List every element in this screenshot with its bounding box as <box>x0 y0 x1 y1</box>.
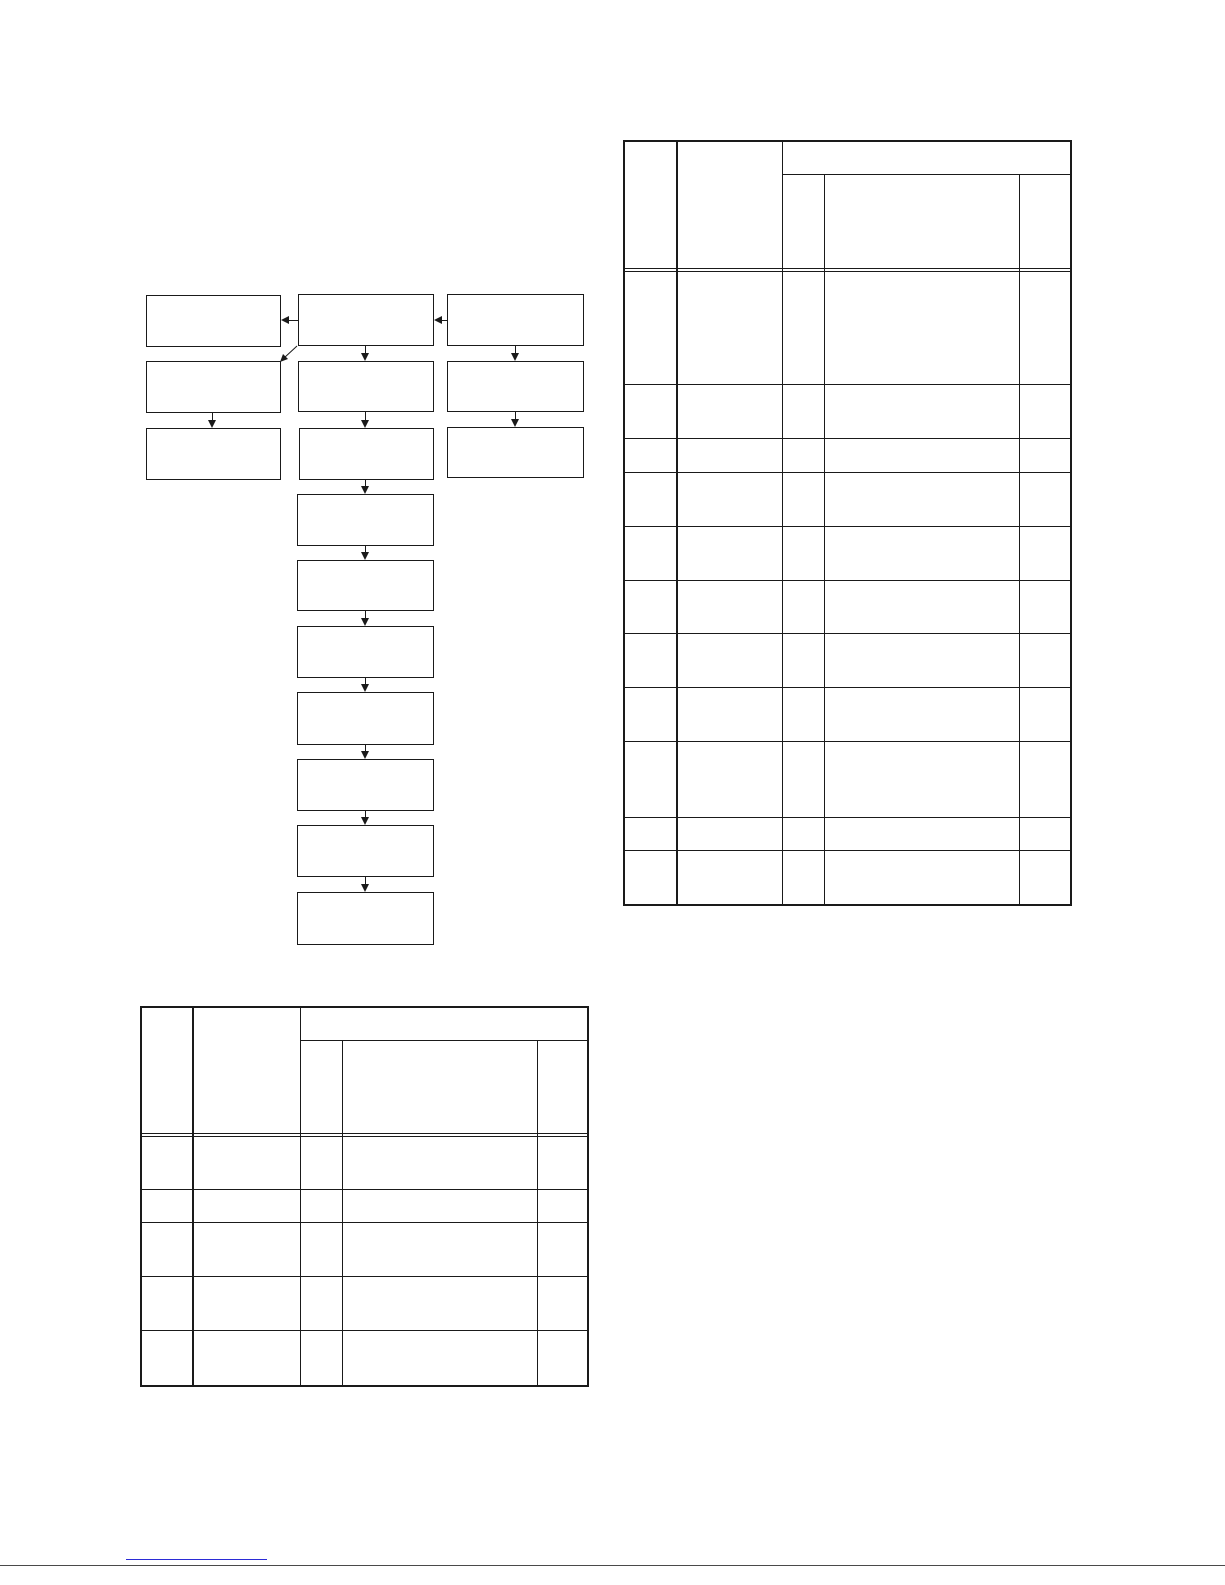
flow-box-left-1 <box>146 295 281 347</box>
arrow-head <box>361 353 369 361</box>
flow-box-center-4 <box>297 494 434 546</box>
table-left <box>140 1006 589 1387</box>
flow-box-center-6 <box>297 626 434 678</box>
table-row-rule <box>623 580 1072 581</box>
flow-box-center-9 <box>297 825 434 877</box>
arrow-center-to-left-head <box>281 316 289 324</box>
table-row-rule <box>623 687 1072 688</box>
footer-rule <box>0 1565 1225 1566</box>
flow-box-center-10 <box>297 892 434 945</box>
flow-box-center-1 <box>298 294 434 346</box>
flow-box-center-7 <box>297 692 434 745</box>
arrow-head <box>361 684 369 692</box>
arrow-head <box>361 618 369 626</box>
arrow-line <box>515 346 516 353</box>
arrow-line <box>365 346 366 353</box>
arrow-head <box>361 751 369 759</box>
flow-box-left-3 <box>146 428 281 480</box>
arrow-head <box>361 884 369 892</box>
arrow-line <box>365 412 366 420</box>
table-frame <box>623 140 1072 906</box>
table-col-divider <box>537 1040 538 1387</box>
table-row-rule <box>623 438 1072 439</box>
arrow-head <box>511 353 519 361</box>
flow-box-center-8 <box>297 759 434 811</box>
arrow-diagonal <box>278 345 300 363</box>
arrow-center-to-left <box>288 320 298 321</box>
flow-box-right-2 <box>447 361 584 412</box>
table-col-divider <box>676 140 678 906</box>
table-row-rule <box>140 1189 589 1190</box>
flow-box-center-5 <box>297 560 434 611</box>
table-header-rule <box>300 1040 589 1041</box>
table-row-rule <box>623 741 1072 742</box>
arrow-line <box>212 413 213 420</box>
flow-box-center-3 <box>299 428 434 480</box>
arrow-right-to-center-head <box>434 316 442 324</box>
table-col-divider <box>1019 174 1020 906</box>
table-row-rule <box>623 384 1072 385</box>
table-header-double-rule <box>140 1133 589 1134</box>
table-col-divider <box>342 1040 343 1387</box>
table-row-rule <box>623 472 1072 473</box>
arrow-head <box>208 420 216 428</box>
table-right <box>623 140 1072 906</box>
arrow-line <box>365 611 366 618</box>
arrow-line <box>515 412 516 419</box>
arrow-head <box>361 552 369 560</box>
table-row-rule <box>623 633 1072 634</box>
table-row-rule <box>623 526 1072 527</box>
arrow-head <box>361 817 369 825</box>
table-row-rule <box>140 1330 589 1331</box>
footer-link-underline[interactable] <box>126 1559 267 1560</box>
table-col-divider <box>824 174 825 906</box>
arrow-head <box>511 419 519 427</box>
table-row-rule <box>623 850 1072 851</box>
table-header-double-rule <box>623 268 1072 269</box>
arrow-head <box>361 486 369 494</box>
table-col-divider <box>782 140 783 906</box>
table-row-rule <box>623 817 1072 818</box>
table-row-rule <box>140 1222 589 1223</box>
arrow-line <box>365 877 366 884</box>
table-header-rule <box>782 174 1072 175</box>
flow-box-right-1 <box>447 294 584 346</box>
flow-box-left-2 <box>146 361 281 413</box>
flow-box-right-3 <box>447 427 584 478</box>
flow-box-center-2 <box>298 361 434 412</box>
arrow-head <box>361 420 369 428</box>
table-row-rule <box>140 1276 589 1277</box>
